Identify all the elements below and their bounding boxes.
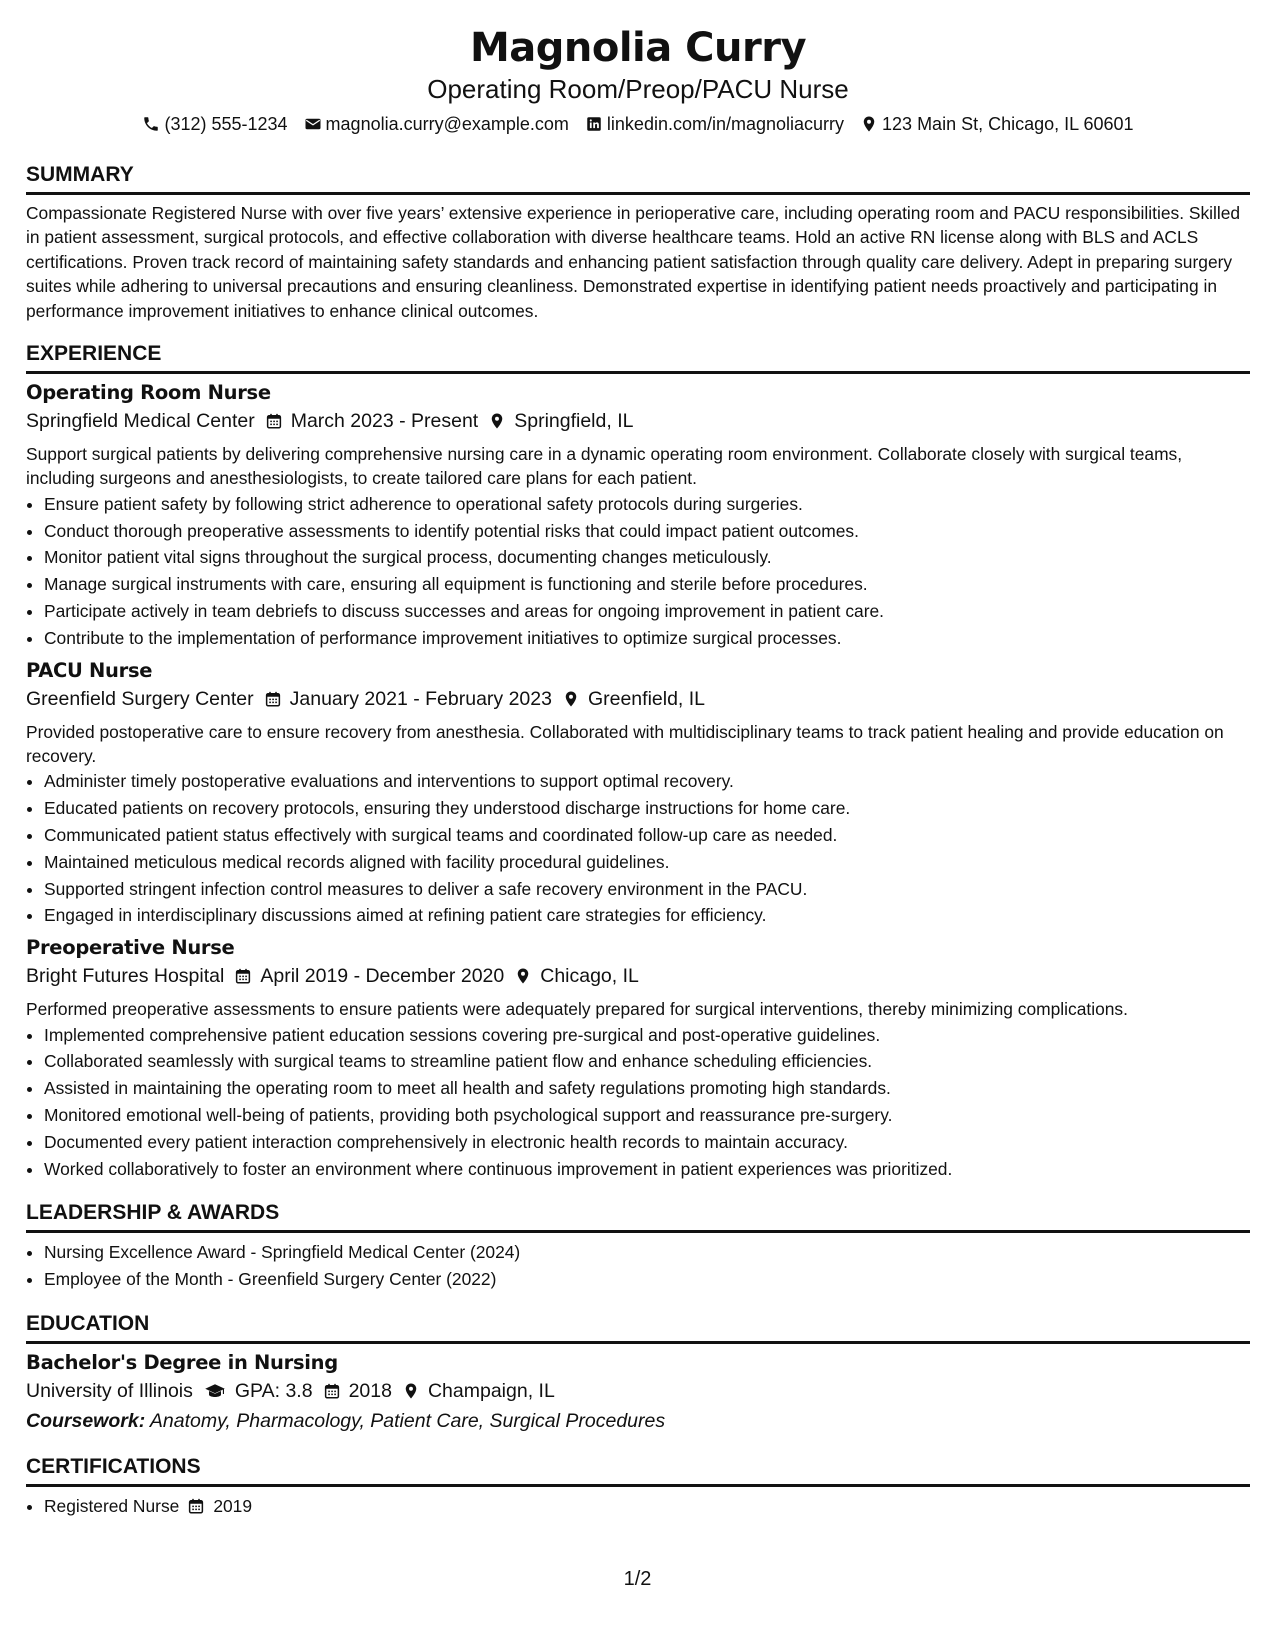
map-pin-icon: [860, 115, 878, 133]
map-pin-icon: [402, 1382, 420, 1400]
calendar-icon: [265, 412, 283, 430]
cert-name: • Registered Nurse: [44, 1496, 180, 1516]
education-location: Champaign, IL: [402, 1376, 555, 1406]
graduation-cap-icon: [203, 1382, 227, 1400]
list-item: • Administer timely postoperative evaluations and interventions to support optimal recovery.: [44, 768, 1250, 795]
experience-section: [26, 341, 1250, 1182]
calendar-icon: [187, 1497, 205, 1515]
job-location: Greenfield, IL: [562, 684, 705, 714]
contact-email: [304, 112, 569, 136]
list-item: • Communicated patient status effectively with surgical teams and coordinated follow-up care as needed.: [44, 822, 1250, 849]
list-item: • Manage surgical instruments with care, ensuring all equipment is functioning and sterile before procedures.: [44, 571, 1250, 598]
education-year: 2018: [323, 1376, 392, 1406]
page-number: 1/2: [623, 1568, 652, 1590]
summary-text: Compassionate Registered Nurse with over five years’ extensive experience in perioperative care, including operating room and PACU responsibilities. Skilled in patient assessment, surgical protocols, and effective collaboration with diverse healthcare teams. Hold an active RN license along with BLS and ACLS certifications. Proven track record of maintaining safety standards and enhancing patient satisfaction through quality care delivery. Adept in preparing surgery suites while adhering to universal precautions and ensuring cleanliness. Demonstrated expertise in identifying patient needs proactively and participating in performance improvement initiatives to enhance clinical outcomes.: [26, 203, 1241, 321]
section-title: EDUCATION: [26, 1311, 1250, 1344]
phone-icon: [142, 115, 160, 133]
list-item: • Monitor patient vital signs throughout the surgical process, documenting changes meticulously.: [44, 544, 1250, 571]
map-pin-icon: [562, 690, 580, 708]
certifications-section: [26, 1454, 1250, 1520]
job-entry: [26, 935, 1250, 1182]
job-title: PACU Nurse: [26, 658, 153, 682]
linkedin-link[interactable]: linkedin.com/in/magnoliacurry: [606, 114, 845, 134]
calendar-icon: [234, 967, 252, 985]
list-item: • Educated patients on recovery protocols, ensuring they understood discharge instructions for home care.: [44, 795, 1250, 822]
email-link[interactable]: magnolia.curry@example.com: [325, 114, 569, 134]
job-bullets: [26, 491, 1250, 652]
job-location: Chicago, IL: [514, 961, 639, 991]
resume-page: [26, 22, 1250, 1520]
section-title: EXPERIENCE: [26, 341, 1250, 374]
coursework-label: Coursework:: [26, 1410, 146, 1432]
list-item: [44, 1493, 1250, 1520]
phone-text[interactable]: (312) 555-1234: [164, 114, 288, 134]
map-pin-icon: [514, 967, 532, 985]
education-meta: [26, 1376, 1250, 1406]
list-item: • Maintained meticulous medical records aligned with facility procedural guidelines.: [44, 849, 1250, 876]
job-description: Provided postoperative care to ensure recovery from anesthesia. Collaborated with multidisciplinary teams to track patient healing and provide education on recovery.: [26, 721, 1224, 767]
school-name: University of Illinois: [26, 1380, 193, 1402]
education-section: [26, 1311, 1250, 1436]
list-item: • Collaborated seamlessly with surgical teams to streamline patient flow and enhance scheduling efficiencies.: [44, 1048, 1250, 1075]
job-dates: January 2021 - February 2023: [264, 684, 552, 714]
job-meta: [26, 961, 1250, 991]
section-title: SUMMARY: [26, 162, 1250, 195]
summary-section: [26, 162, 1250, 323]
job-dates: March 2023 - Present: [265, 406, 479, 436]
job-bullets: [26, 768, 1250, 929]
list-item: • Contribute to the implementation of performance improvement initiatives to optimize surgical processes.: [44, 625, 1250, 652]
calendar-icon: [323, 1382, 341, 1400]
job-entry: [26, 380, 1250, 652]
address-text: 123 Main St, Chicago, IL 60601: [882, 114, 1134, 134]
job-description: Support surgical patients by delivering comprehensive nursing care in a dynamic operating room environment. Collaborate closely with surgical teams, including surgeons and anesthesiologists, to create tailored care plans for each patient.: [26, 444, 1183, 489]
list-item: • Documented every patient interaction comprehensively in electronic health records to maintain accuracy.: [44, 1129, 1250, 1156]
section-title: LEADERSHIP & AWARDS: [26, 1200, 1250, 1233]
list-item: • Ensure patient safety by following strict adherence to operational safety protocols during surgeries.: [44, 491, 1250, 518]
job-meta: [26, 406, 1250, 436]
job-company: Bright Futures Hospital: [26, 965, 225, 988]
candidate-title: Operating Room/Preop/PACU Nurse: [427, 74, 849, 104]
calendar-icon: [264, 690, 282, 708]
list-item: • Engaged in interdisciplinary discussions aimed at refining patient care strategies for efficiency.: [44, 902, 1250, 929]
list-item: • Conduct thorough preoperative assessments to identify potential risks that could impact patient outcomes.: [44, 518, 1250, 545]
certifications-list: [26, 1493, 1250, 1520]
job-entry: [26, 658, 1250, 930]
job-company: Springfield Medical Center: [26, 410, 255, 433]
map-pin-icon: [488, 412, 506, 430]
contact-linkedin: [585, 112, 844, 136]
coursework-list: Anatomy, Pharmacology, Patient Care, Surgical Procedures: [149, 1410, 666, 1432]
leadership-section: [26, 1200, 1250, 1293]
coursework: [26, 1406, 1250, 1436]
job-description: Performed preoperative assessments to ensure patients were adequately prepared for surgical interventions, thereby minimizing complications.: [26, 999, 1128, 1020]
contact-row: [26, 112, 1250, 136]
list-item: • Assisted in maintaining the operating room to meet all health and safety regulations promoting high standards.: [44, 1075, 1250, 1102]
linkedin-icon: [585, 115, 603, 133]
job-title: Operating Room Nurse: [26, 381, 271, 405]
job-title: Preoperative Nurse: [26, 936, 235, 960]
list-item: • Monitored emotional well-being of patients, providing both psychological support and reassurance pre-surgery.: [44, 1102, 1250, 1129]
contact-address: [860, 112, 1134, 136]
envelope-icon: [304, 115, 322, 133]
job-company: Greenfield Surgery Center: [26, 687, 254, 710]
list-item: • Participate actively in team debriefs to discuss successes and areas for ongoing improvement in patient care.: [44, 598, 1250, 625]
list-item: • Worked collaboratively to foster an environment where continuous improvement in patient experiences was prioritized.: [44, 1156, 1250, 1183]
list-item: • Implemented comprehensive patient education sessions covering pre-surgical and post-operative guidelines.: [44, 1022, 1250, 1049]
degree-title: Bachelor's Degree in Nursing: [26, 1351, 338, 1374]
candidate-name: Magnolia Curry: [469, 25, 807, 71]
job-location: Springfield, IL: [488, 406, 633, 436]
contact-phone: [142, 112, 287, 136]
section-title: CERTIFICATIONS: [26, 1454, 1250, 1487]
education-gpa: GPA: 3.8: [203, 1376, 313, 1406]
list-item: • Nursing Excellence Award - Springfield Medical Center (2024): [44, 1239, 1250, 1266]
cert-year: 2019: [213, 1496, 253, 1516]
job-bullets: [26, 1022, 1250, 1183]
list-item: • Employee of the Month - Greenfield Surgery Center (2022): [44, 1266, 1250, 1293]
list-item: • Supported stringent infection control measures to deliver a safe recovery environment in the PACU.: [44, 876, 1250, 903]
job-meta: [26, 684, 1250, 714]
job-dates: April 2019 - December 2020: [234, 961, 504, 991]
awards-list: [26, 1239, 1250, 1293]
